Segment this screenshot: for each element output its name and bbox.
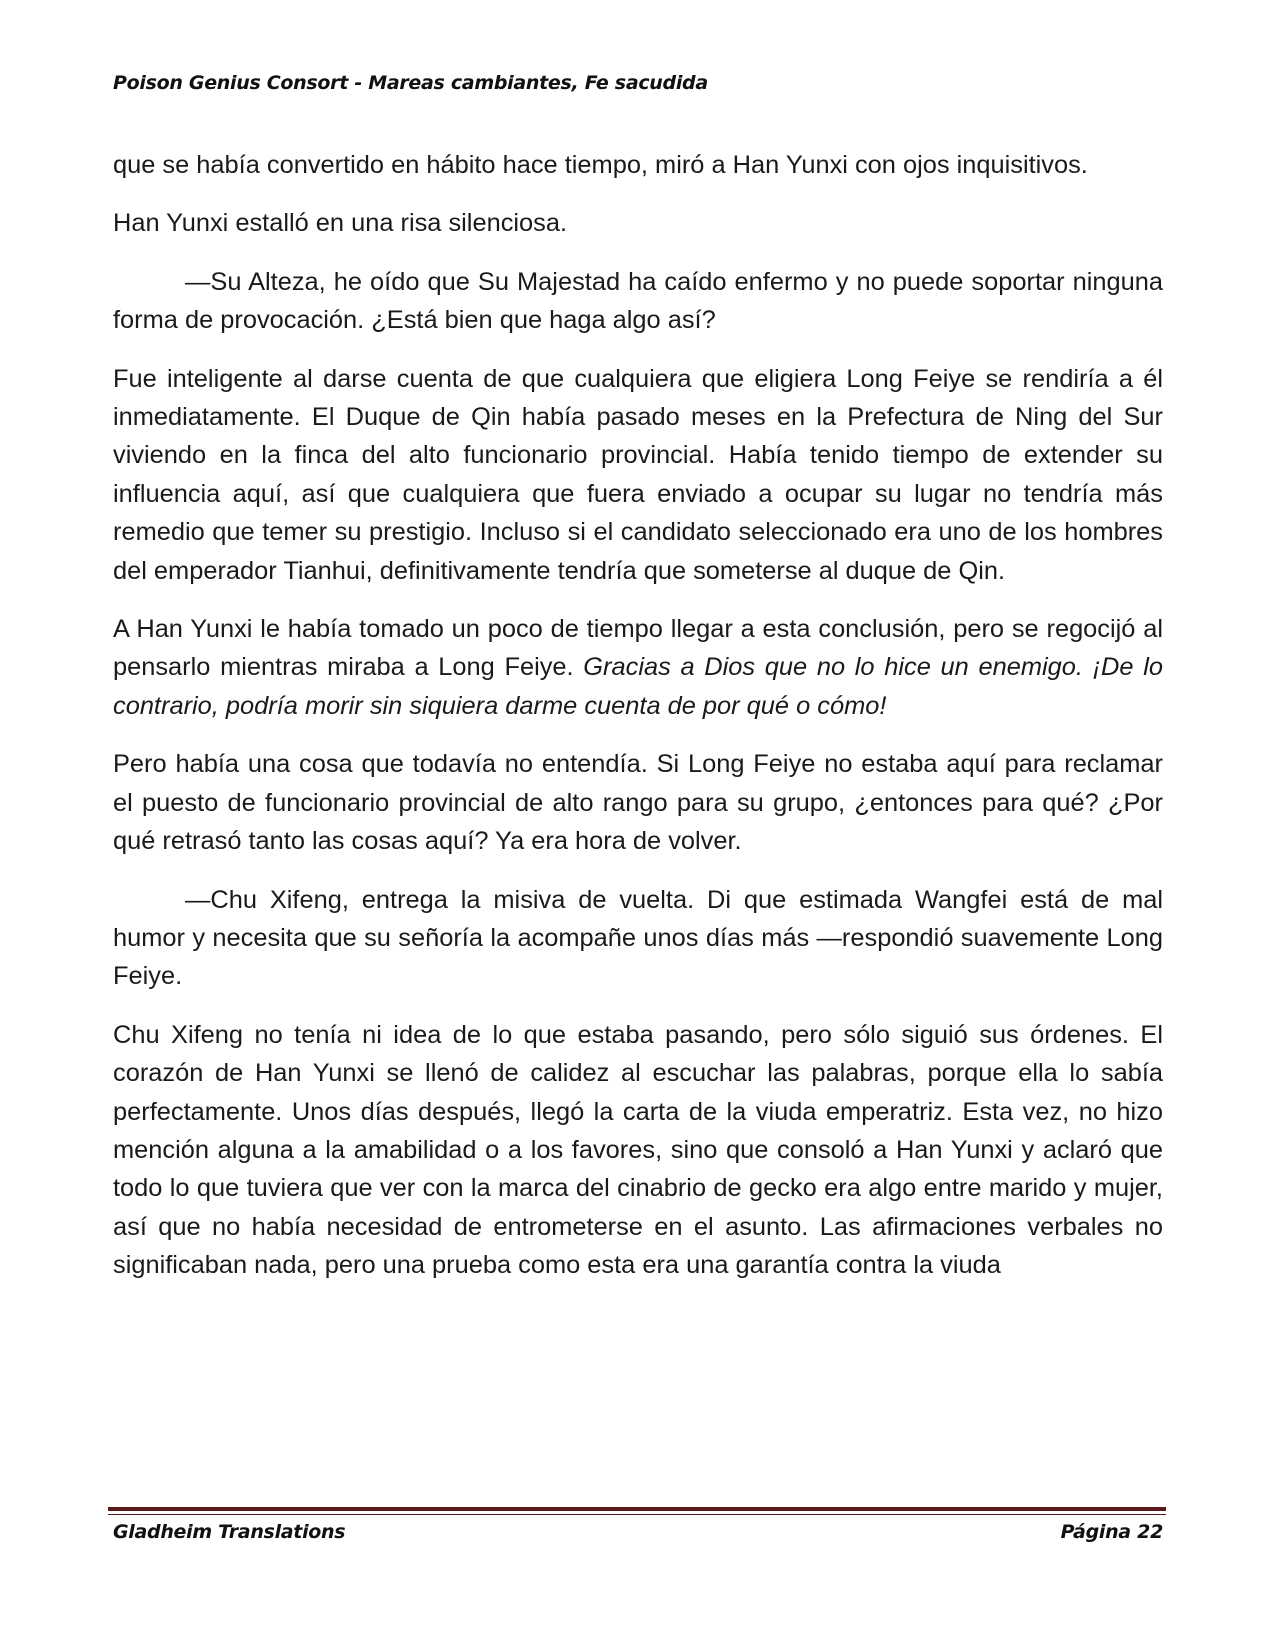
paragraph-3-dialogue: —Su Alteza, he oído que Su Majestad ha caído enfermo y no puede soportar ninguna forma de provocación. ¿Está bien que haga algo así? (113, 267, 1163, 335)
paragraph-8: Chu Xifeng no tenía ni idea de lo que estaba pasando, pero sólo siguió sus órdenes. El corazón de Han Yunxi se llenó de calidez al escuchar las palabras, porque ella lo sabía perfectamente. Unos días después, llegó la carta de la viuda emperatriz. Esta vez, no hizo mención alguna a la amabilidad o a los favores, sino que consoló a Han Yunxi y aclaró que todo lo que tuviera que ver con la marca del cinabrio de gecko era algo entre marido y mujer, así que no había necesidad de entrometerse en el asunto. Las afirmaciones verbales no significaban nada, pero una prueba como esta era una garantía contra la viuda (113, 1020, 1163, 1280)
footer-publisher: Gladheim Translations (113, 1521, 346, 1543)
running-header: Poison Genius Consort - Mareas cambiantes, Fe sacudida (113, 72, 708, 94)
paragraph-7-dialogue: —Chu Xifeng, entrega la misiva de vuelta. Di que estimada Wangfei está de mal humor y necesita que su señoría la acompañe unos días más —respondió suavemente Long Feiye. (113, 885, 1163, 991)
paragraph-1: que se había convertido en hábito hace tiempo, miró a Han Yunxi con ojos inquisitivos. (113, 151, 1088, 179)
paragraph-4: Fue inteligente al darse cuenta de que cualquiera que eligiera Long Feiye se rendiría a él inmediatamente. El Duque de Qin había pasado meses en la Prefectura de Ning del Sur viviendo en la finca del alto funcionario provincial. Había tenido tiempo de extender su influencia aquí, así que cualquiera que fuera enviado a ocupar su lugar no tendría más remedio que temer su prestigio. Incluso si el candidato seleccionado era uno de los hombres del emperador Tianhui, definitivamente tendría que someterse al duque de Qin. (113, 364, 1163, 585)
running-footer (113, 1521, 1163, 1543)
document-body (113, 146, 1163, 1305)
paragraph-6: Pero había una cosa que todavía no entendía. Si Long Feiye no estaba aquí para reclamar el puesto de funcionario provincial de alto rango para su grupo, ¿entonces para qué? ¿Por qué retrasó tanto las cosas aquí? Ya era hora de volver. (113, 750, 1163, 856)
footer-divider-thin (108, 1514, 1166, 1515)
paragraph-2: Han Yunxi estalló en una risa silenciosa. (113, 209, 568, 238)
page-number: Página 22 (1060, 1521, 1163, 1543)
footer-divider-thick (108, 1507, 1166, 1511)
paragraph-5: A Han Yunxi le había tomado un poco de tiempo llegar a esta conclusión, pero se regocijó al pensarlo mientras miraba a Long Feiye. Gracias a Dios que no lo hice un enemigo. ¡De lo contrario, podría morir sin siquiera darme cuenta de por qué o cómo! (113, 615, 1163, 720)
paragraph-5-inner-thought: Gracias a Dios que no lo hice un enemigo. ¡De lo contrario, podría morir sin siquiera darme cuenta de por qué o cómo! (113, 653, 1163, 720)
